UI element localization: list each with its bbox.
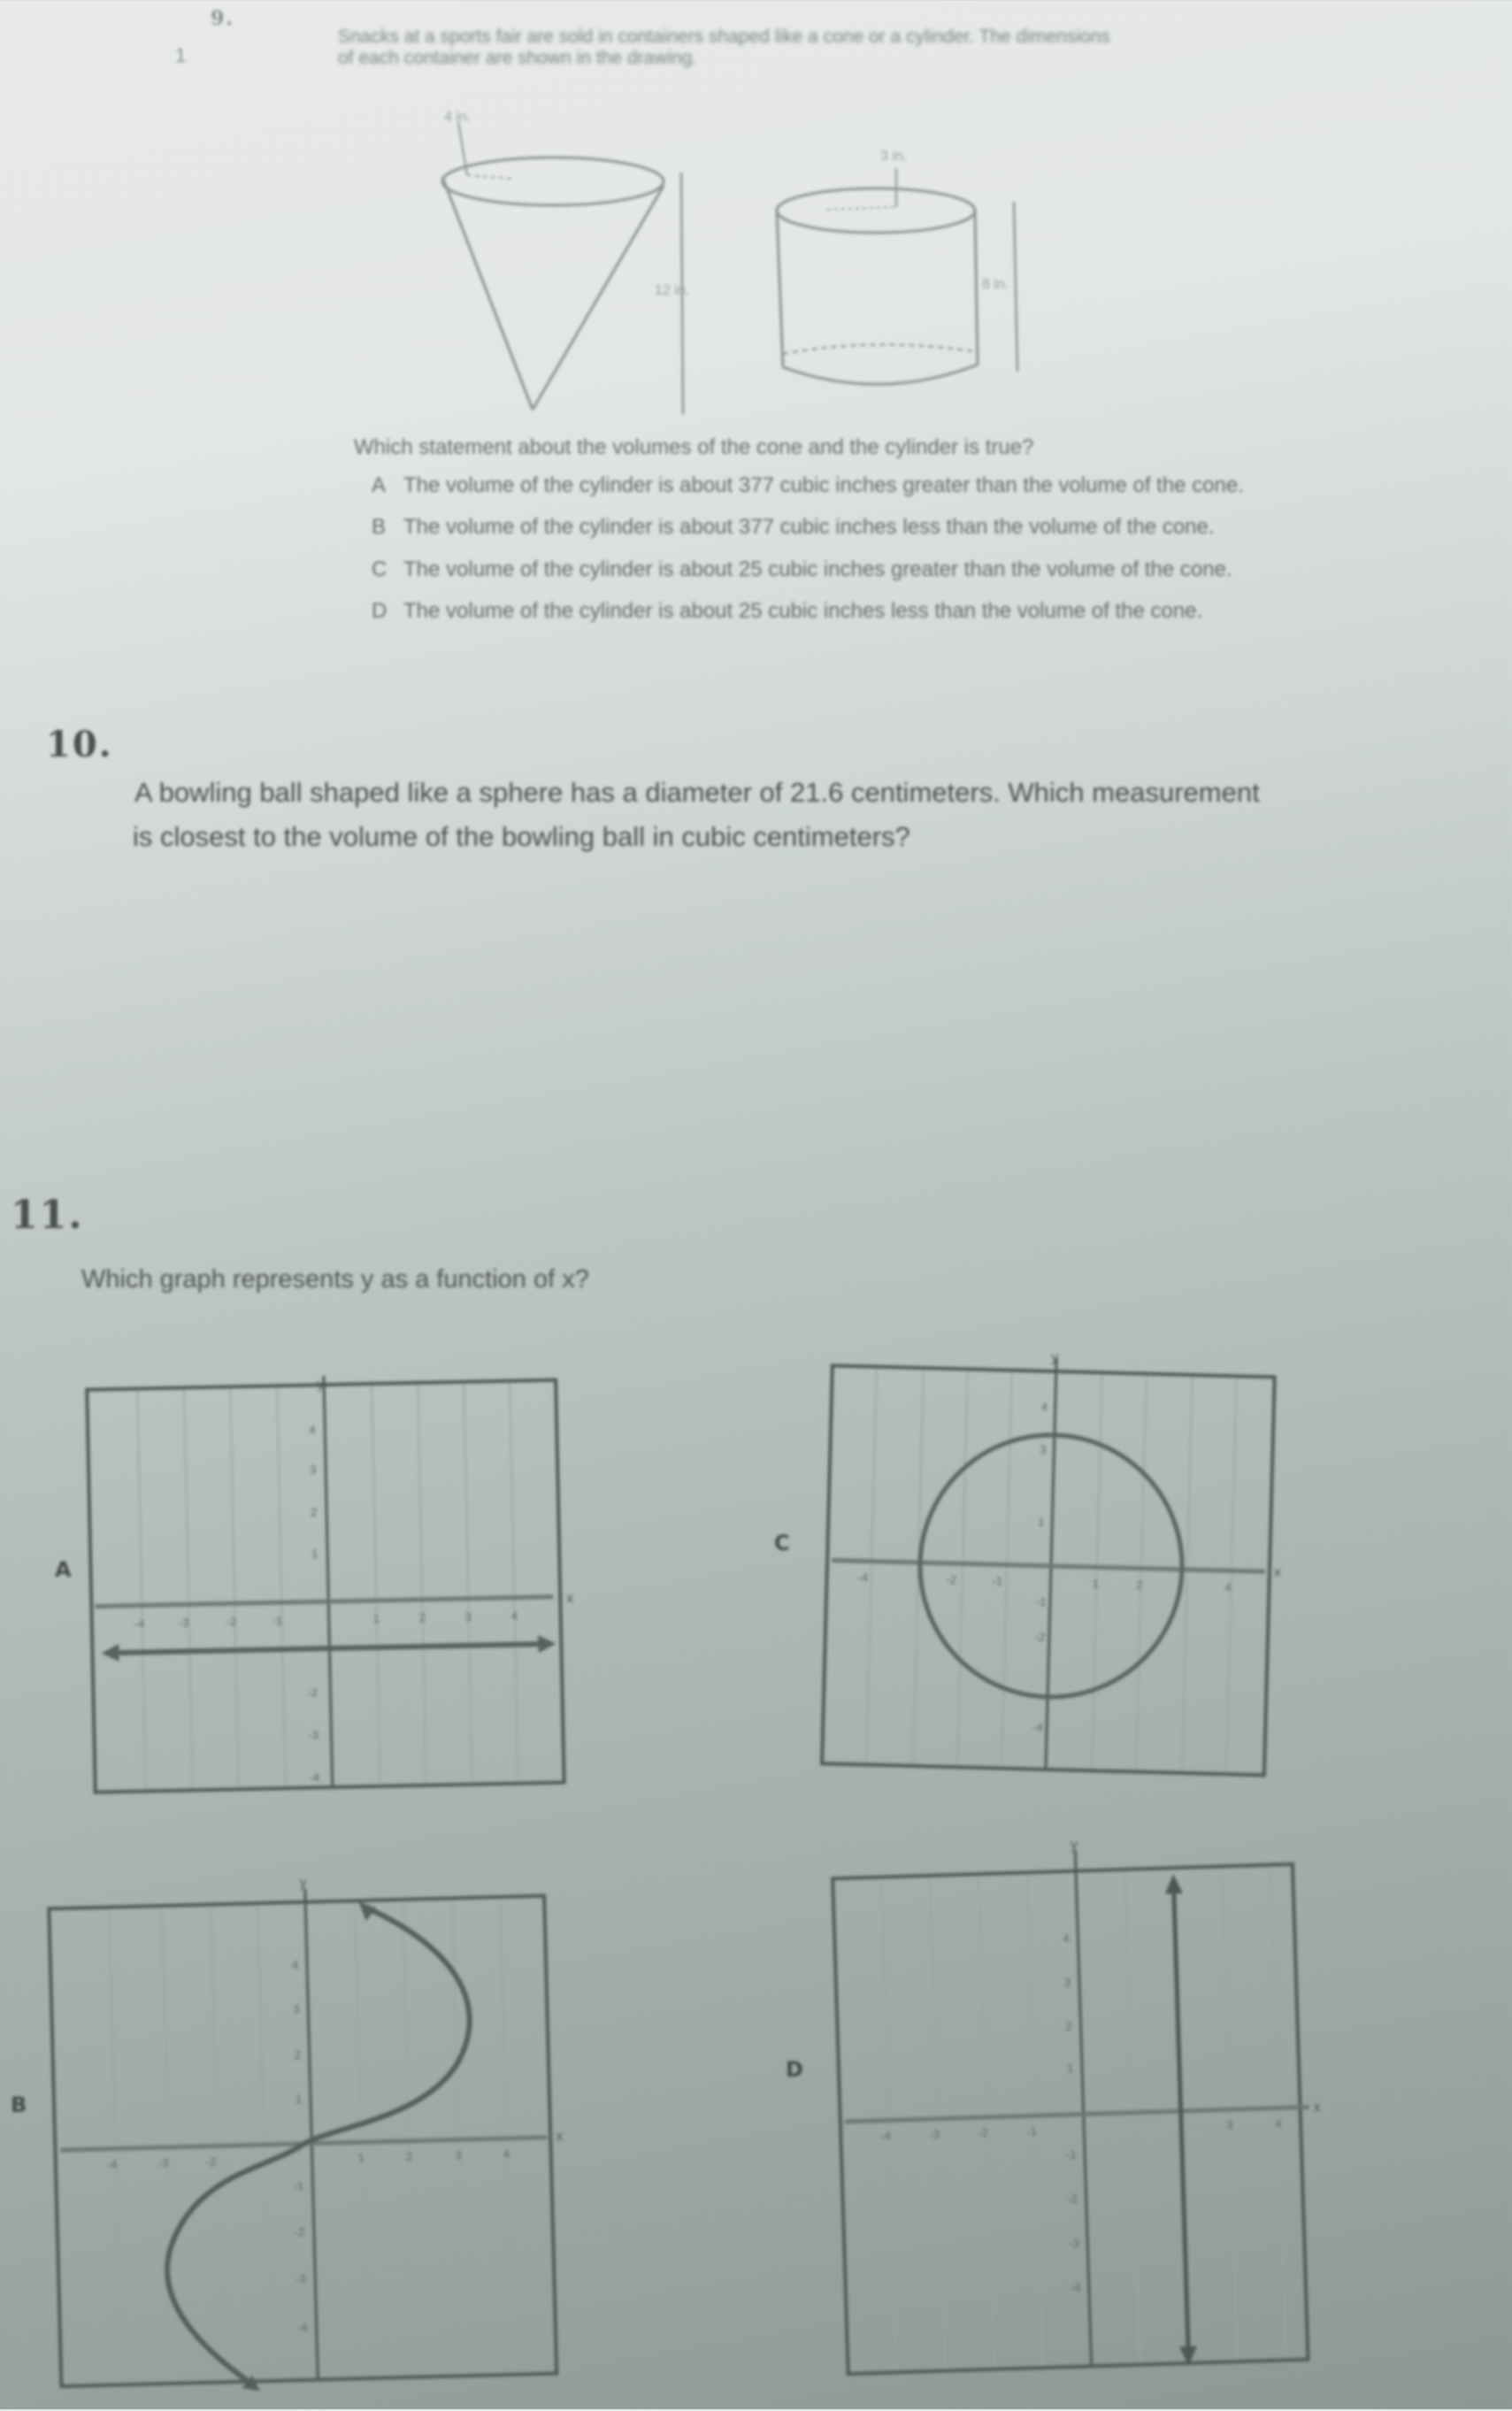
- option-text: The volume of the cylinder is about 377 cubic inches greater than the volume of the cone.: [403, 473, 1244, 497]
- question-9-intro-line2: of each container are shown in the drawing.: [338, 48, 698, 68]
- cone-cylinder-diagram: [407, 110, 1044, 425]
- svg-text:-4: -4: [296, 2320, 308, 2335]
- svg-text:1: 1: [1092, 1577, 1099, 1591]
- graph-c-label[interactable]: C: [774, 1531, 790, 1555]
- question-11-number: 11.: [11, 1193, 84, 1238]
- svg-text:3: 3: [464, 1609, 472, 1624]
- svg-text:-4: -4: [134, 1616, 145, 1631]
- svg-text:1: 1: [1038, 1515, 1045, 1529]
- svg-text:4: 4: [1040, 1400, 1048, 1414]
- svg-text:2: 2: [405, 2149, 413, 2163]
- svg-text:2: 2: [418, 1610, 426, 1624]
- svg-text:2: 2: [1065, 2019, 1073, 2034]
- svg-text:-4: -4: [106, 2157, 118, 2171]
- option-letter: C: [372, 557, 388, 581]
- svg-text:-3: -3: [308, 1728, 319, 1742]
- svg-text:1: 1: [357, 2151, 365, 2165]
- svg-text:-2: -2: [978, 2125, 989, 2140]
- option-c[interactable]: [372, 557, 1232, 582]
- svg-text:-2: -2: [946, 1572, 957, 1587]
- svg-text:2: 2: [294, 2047, 302, 2062]
- svg-text:-4: -4: [309, 1770, 320, 1785]
- svg-text:1: 1: [372, 1611, 380, 1626]
- graph-a-plot: [84, 1376, 579, 1801]
- svg-text:x: x: [566, 1591, 574, 1607]
- graph-b-label[interactable]: B: [11, 2092, 27, 2117]
- svg-text:-1: -1: [1026, 2124, 1038, 2138]
- svg-text:y: y: [1070, 1840, 1078, 1853]
- svg-text:-2: -2: [1067, 2192, 1078, 2207]
- graph-c-plot: [805, 1349, 1301, 1783]
- svg-text:-2: -2: [307, 1685, 319, 1700]
- cone-shape: [442, 122, 664, 410]
- option-letter: B: [372, 515, 387, 539]
- svg-text:3: 3: [1040, 1442, 1047, 1456]
- svg-text:2: 2: [311, 1505, 318, 1519]
- svg-text:1: 1: [295, 2092, 303, 2107]
- question-9-prompt: Which statement about the volumes of the cone and the cylinder is true?: [354, 435, 1034, 459]
- question-10-line1: A bowling ball shaped like a sphere has a diameter of 21.6 centimeters. Which measurement: [134, 777, 1260, 808]
- graph-d-plot: [814, 1840, 1327, 2407]
- cone-radius-label: 4 in.: [444, 110, 472, 125]
- option-letter: A: [372, 473, 387, 497]
- option-a[interactable]: [372, 473, 1244, 498]
- option-letter: D: [372, 599, 388, 623]
- option-text: The volume of the cylinder is about 25 cubic inches less than the volume of the cone.: [403, 599, 1203, 623]
- diagram-drawing: [407, 115, 1044, 425]
- svg-text:-2: -2: [1034, 1630, 1046, 1644]
- svg-text:-1: -1: [293, 2178, 304, 2193]
- svg-text:-3: -3: [178, 1616, 189, 1630]
- question-9-number: 9.: [211, 7, 234, 30]
- question-10-number: 10.: [46, 724, 113, 765]
- svg-text:-1: -1: [272, 1614, 283, 1628]
- cylinder-radius-label: 3 in.: [880, 149, 908, 164]
- svg-text:-4: -4: [880, 2129, 892, 2143]
- svg-text:3: 3: [1225, 2118, 1233, 2132]
- graph-d[interactable]: [814, 1840, 1327, 2411]
- cone-height-label: 12 in.: [655, 283, 690, 298]
- svg-text:4: 4: [1224, 1580, 1232, 1594]
- graph-a[interactable]: [84, 1376, 579, 1805]
- svg-text:4: 4: [1063, 1931, 1070, 1946]
- svg-text:2: 2: [1136, 1578, 1143, 1592]
- svg-text:-1: -1: [1035, 1594, 1047, 1609]
- svg-text:-2: -2: [226, 1615, 237, 1629]
- option-d[interactable]: [372, 599, 1202, 624]
- svg-text:4: 4: [291, 1958, 299, 1972]
- svg-text:1: 1: [1066, 2061, 1074, 2076]
- question-9-intro-line1: Snacks at a sports fair are sold in containers shaped like a cone or a cylinder. The dimensions: [338, 27, 1110, 47]
- svg-text:-4: -4: [857, 1570, 869, 1585]
- graph-d-label[interactable]: D: [786, 2057, 803, 2082]
- svg-text:-1: -1: [1065, 2147, 1077, 2162]
- svg-text:y: y: [316, 1377, 325, 1393]
- svg-text:-4: -4: [1032, 1720, 1043, 1734]
- svg-text:x: x: [1273, 1564, 1282, 1580]
- cylinder-shape: [777, 168, 978, 384]
- option-text: The volume of the cylinder is about 377 cubic inches less than the volume of the cone.: [403, 515, 1215, 539]
- svg-text:1: 1: [311, 1547, 319, 1561]
- svg-text:4: 4: [510, 1609, 518, 1623]
- svg-text:y: y: [1050, 1349, 1059, 1366]
- svg-text:-3: -3: [157, 2155, 169, 2170]
- cylinder-height-label: 8 in.: [982, 277, 1009, 292]
- svg-text:4: 4: [503, 2146, 510, 2161]
- svg-text:-4: -4: [1070, 2280, 1081, 2295]
- side-marker: 1: [175, 44, 187, 66]
- svg-text:-3: -3: [1069, 2236, 1080, 2251]
- svg-text:x: x: [556, 2129, 564, 2145]
- svg-text:3: 3: [310, 1463, 317, 1477]
- svg-text:4: 4: [309, 1423, 316, 1437]
- svg-text:3: 3: [293, 2001, 300, 2016]
- svg-text:-1: -1: [992, 1574, 1003, 1588]
- graph-b-plot: [35, 1862, 566, 2402]
- svg-text:3: 3: [1063, 1975, 1071, 1990]
- graph-c[interactable]: [805, 1349, 1301, 1787]
- question-11-prompt: Which graph represents y as a function of x?: [81, 1265, 589, 1294]
- graph-b[interactable]: [35, 1862, 566, 2407]
- graph-a-label[interactable]: A: [55, 1557, 72, 1582]
- option-b[interactable]: [372, 515, 1215, 540]
- svg-text:y: y: [299, 1875, 307, 1891]
- svg-text:4: 4: [1274, 2116, 1282, 2131]
- svg-text:-3: -3: [929, 2127, 940, 2142]
- svg-text:-3: -3: [295, 2271, 307, 2286]
- svg-text:-2: -2: [294, 2224, 305, 2239]
- svg-text:x: x: [1313, 2100, 1321, 2115]
- svg-text:-2: -2: [205, 2154, 217, 2169]
- option-text: The volume of the cylinder is about 25 cubic inches greater than the volume of the cone.: [403, 557, 1232, 581]
- question-10-line2: is closest to the volume of the bowling ball in cubic centimeters?: [133, 821, 910, 852]
- svg-text:3: 3: [455, 2148, 463, 2162]
